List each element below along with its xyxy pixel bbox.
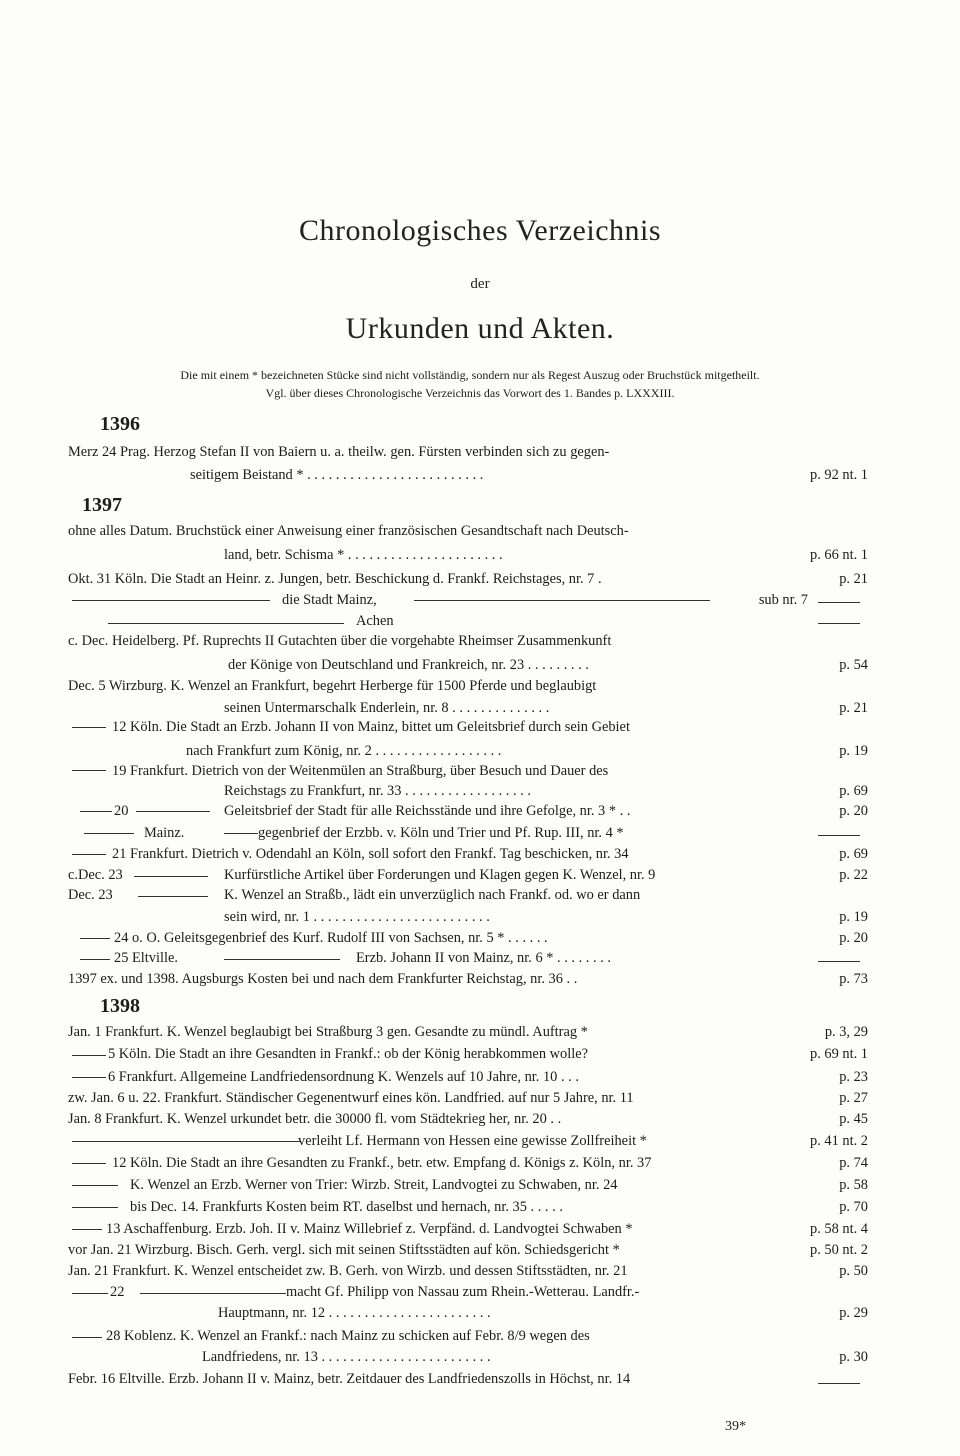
entry-text: die Stadt Mainz,: [282, 592, 377, 608]
entry-reference: p. 19: [839, 743, 868, 759]
entry-text: 22: [110, 1284, 125, 1300]
editorial-note-line-2: Vgl. über dieses Chronologische Verzeichnis das Vorwort des 1. Bandes p. LXXXIII.: [265, 386, 675, 400]
entry-reference: p. 45: [839, 1111, 868, 1127]
entry-reference: p. 19: [839, 909, 868, 925]
entry-row: [68, 610, 868, 632]
entry-row: [68, 822, 868, 844]
ditto-dash: [818, 961, 860, 962]
editorial-note-line-1: Die mit einem * bezeichneten Stücke sind nicht vollständig, sondern nur als Regest Auszug oder Bruchstück mitgetheilt.: [180, 368, 760, 382]
entry-row: [68, 1108, 868, 1130]
entry-text: ohne alles Datum. Bruchstück einer Anweisung einer französischen Gesandtschaft nach Deutsch-: [68, 523, 629, 539]
entry-row: [68, 1325, 868, 1347]
entry-reference: p. 66 nt. 1: [810, 547, 868, 563]
entry-reference: p. 23: [839, 1069, 868, 1085]
entry-row: [68, 740, 868, 762]
entry-text: sein wird, nr. 1 . . . . . . . . . . . . . . . . . . . . . . . . .: [224, 909, 490, 925]
entry-reference: sub nr. 7: [758, 592, 808, 608]
year-heading-1398: 1398: [100, 995, 140, 1017]
entry-row: [68, 568, 868, 590]
entry-row: [68, 1152, 868, 1174]
page-number: 39*: [725, 1419, 746, 1434]
entry-reference: p. 70: [839, 1199, 868, 1215]
entry-reference: p. 50: [839, 1263, 868, 1279]
entry-reference: p. 29: [839, 1305, 868, 1321]
entry-row: [68, 520, 868, 542]
entry-text: 21 Frankfurt. Dietrich v. Odendahl an Köln, soll sofort den Frankf. Tag beschicken, nr. 34: [112, 846, 629, 862]
entry-text: Geleitsbrief der Stadt für alle Reichsstände und ihre Gefolge, nr. 3 * . .: [224, 803, 631, 819]
entry-text: Reichstags zu Frankfurt, nr. 33 . . . . . . . . . . . . . . . . . .: [224, 783, 531, 799]
entry-row: [68, 654, 868, 676]
entry-text: gegenbrief der Erzbb. v. Köln und Trier und Pf. Rup. III, nr. 4 *: [258, 825, 624, 841]
entry-text: Jan. 1 Frankfurt. K. Wenzel beglaubigt bei Straßburg 3 gen. Gesandte zu mündl. Auftrag *: [68, 1024, 588, 1040]
page-subtitle: der: [470, 276, 490, 292]
entry-row: [68, 544, 868, 566]
entry-text: Jan. 8 Frankfurt. K. Wenzel urkundet betr. die 30000 fl. vom Städtekrieg her, nr. 20 . .: [68, 1111, 562, 1127]
entry-text: Hauptmann, nr. 12 . . . . . . . . . . . . . . . . . . . . . . .: [218, 1305, 491, 1321]
entry-reference: p. 21: [839, 700, 868, 716]
entry-row: [68, 1066, 868, 1088]
entry-text: K. Wenzel an Straßb., lädt ein unverzüglich nach Frankf. od. wo er dann: [224, 887, 641, 903]
entry-reference: p. 69: [839, 783, 868, 799]
page-title: Chronologisches Verzeichnis: [298, 214, 662, 247]
entry-row: [68, 1130, 868, 1152]
entry-row: [68, 947, 868, 969]
entry-row: [68, 464, 868, 486]
entry-reference: p. 22: [839, 867, 868, 883]
entry-reference: p. 92 nt. 1: [810, 467, 868, 483]
entry-text: 25 Eltville.: [114, 950, 178, 966]
entry-row: [68, 884, 868, 906]
entry-row: [68, 968, 868, 990]
entry-row: [68, 441, 868, 463]
entry-text: land, betr. Schisma * . . . . . . . . . . . . . . . . . . . . . .: [224, 547, 503, 563]
entry-text: Landfriedens, nr. 13 . . . . . . . . . . . . . . . . . . . . . . . .: [202, 1349, 491, 1365]
entry-row: [68, 1368, 868, 1390]
entry-text: 1397 ex. und 1398. Augsburgs Kosten bei und nach dem Frankfurter Reichstag, nr. 36 . .: [68, 971, 578, 987]
entry-row: [68, 1260, 868, 1282]
entry-text: 20: [114, 803, 129, 819]
entry-text: 28 Koblenz. K. Wenzel an Frankf.: nach Mainz zu schicken auf Febr. 8/9 wegen des: [106, 1328, 590, 1344]
entry-reference: p. 58: [839, 1177, 868, 1193]
entry-row: [68, 1218, 868, 1240]
entry-row: [68, 630, 868, 652]
entry-reference: p. 58 nt. 4: [810, 1221, 868, 1237]
entry-text: seinen Untermarschalk Enderlein, nr. 8 . . . . . . . . . . . . . .: [224, 700, 550, 716]
entry-text: K. Wenzel an Erzb. Werner von Trier: Wirzb. Streit, Landvogtei zu Schwaben, nr. 24: [130, 1177, 618, 1193]
entry-row: [68, 1346, 868, 1368]
entry-row: [68, 1043, 868, 1065]
entry-text: c. Dec. Heidelberg. Pf. Ruprechts II Gutachten über die vorgehabte Rheimser Zusammenkunft: [68, 633, 612, 649]
entry-text: Erzb. Johann II von Mainz, nr. 6 * . . . . . . . .: [356, 950, 611, 966]
entry-reference: p. 27: [839, 1090, 868, 1106]
entry-text: vor Jan. 21 Wirzburg. Bisch. Gerh. vergl. sich mit seinen Stiftsstädten auf kön. Schiedsgericht *: [68, 1242, 620, 1258]
entry-text: 13 Aschaffenburg. Erzb. Joh. II v. Mainz Willebrief z. Verpfänd. d. Landvogtei Schwaben *: [106, 1221, 633, 1237]
entry-reference: p. 20: [839, 803, 868, 819]
entry-row: [68, 1281, 868, 1303]
entry-text: c.Dec. 23: [68, 867, 123, 883]
entry-reference: p. 69: [839, 846, 868, 862]
entry-text: Okt. 31 Köln. Die Stadt an Heinr. z. Jungen, betr. Beschickung d. Frankf. Reichstages, nr. 7 .: [68, 571, 602, 587]
entry-text: 5 Köln. Die Stadt an ihre Gesandten in Frankf.: ob der König herabkommen wolle?: [108, 1046, 588, 1062]
entry-text: 12 Köln. Die Stadt an ihre Gesandten zu Frankf., betr. etw. Empfang d. Königs z. Köln, nr. 37: [112, 1155, 652, 1171]
entry-row: [68, 800, 868, 822]
entry-text: Achen: [356, 613, 394, 629]
entry-reference: p. 41 nt. 2: [810, 1133, 868, 1149]
entry-text: 6 Frankfurt. Allgemeine Landfriedensordnung K. Wenzels auf 10 Jahre, nr. 10 . . .: [108, 1069, 579, 1085]
ditto-dash: [818, 1383, 860, 1384]
entry-reference: p. 21: [839, 571, 868, 587]
entry-text: 12 Köln. Die Stadt an Erzb. Johann II von Mainz, bittet um Geleitsbrief durch sein Gebiet: [112, 719, 630, 735]
year-heading-1397: 1397: [82, 494, 122, 516]
ditto-dash: [818, 602, 860, 603]
entry-row: [68, 760, 868, 782]
entry-reference: p. 30: [839, 1349, 868, 1365]
entry-row: [68, 843, 868, 865]
entry-text: Mainz.: [144, 825, 185, 841]
entry-row: [68, 1239, 868, 1261]
entry-text: Dec. 23: [68, 887, 113, 903]
entry-row: [68, 864, 868, 886]
entry-reference: p. 3, 29: [824, 1024, 868, 1040]
entry-row: [68, 1174, 868, 1196]
entry-reference: p. 74: [839, 1155, 868, 1171]
entry-text: macht Gf. Philipp von Nassau zum Rhein.-Wetterau. Landfr.-: [286, 1284, 640, 1300]
year-heading-1396: 1396: [100, 413, 140, 435]
ditto-dash: [818, 623, 860, 624]
entry-row: [68, 927, 868, 949]
entry-text: Jan. 21 Frankfurt. K. Wenzel entscheidet zw. B. Gerh. von Wirzb. und dessen Stiftsstädten, nr. 21: [68, 1263, 628, 1279]
entry-text: zw. Jan. 6 u. 22. Frankfurt. Ständischer Gegenentwurf eines kön. Landfried. auf nur 5 Jahre, nr. 11: [68, 1090, 634, 1106]
entry-row: [68, 1021, 868, 1043]
ditto-dash: [818, 835, 860, 836]
entry-reference: p. 50 nt. 2: [810, 1242, 868, 1258]
entry-row: [68, 675, 868, 697]
entry-reference: p. 69 nt. 1: [810, 1046, 868, 1062]
entry-text: 24 o. O. Geleitsgegenbrief des Kurf. Rudolf III von Sachsen, nr. 5 * . . . . . .: [114, 930, 548, 946]
entry-text: Dec. 5 Wirzburg. K. Wenzel an Frankfurt, begehrt Herberge für 1500 Pferde und beglaubigt: [68, 678, 597, 694]
entry-text: Febr. 16 Eltville. Erzb. Johann II v. Mainz, betr. Zeitdauer des Landfriedenszolls in Höchst, nr. 14: [68, 1371, 631, 1387]
entry-row: [68, 1302, 868, 1324]
entry-reference: p. 20: [839, 930, 868, 946]
entry-row: [68, 780, 868, 802]
entry-text: der Könige von Deutschland und Frankreich, nr. 23 . . . . . . . . .: [228, 657, 589, 673]
ditto-dash: [414, 600, 710, 601]
entry-text: Kurfürstliche Artikel über Forderungen und Klagen gegen K. Wenzel, nr. 9: [224, 867, 656, 883]
entry-text: bis Dec. 14. Frankfurts Kosten beim RT. daselbst und hernach, nr. 35 . . . . .: [130, 1199, 563, 1215]
entry-text: verleiht Lf. Hermann von Hessen eine gewisse Zollfreiheit *: [298, 1133, 647, 1149]
entry-reference: p. 54: [839, 657, 868, 673]
page-title-secondary: Urkunden und Akten.: [345, 312, 615, 345]
entry-row: [68, 716, 868, 738]
entry-row: [68, 1087, 868, 1109]
entry-row: [68, 906, 868, 928]
entry-text: nach Frankfurt zum König, nr. 2 . . . . . . . . . . . . . . . . . .: [186, 743, 502, 759]
entry-text: 19 Frankfurt. Dietrich von der Weitenmülen an Straßburg, über Besuch und Dauer des: [112, 763, 609, 779]
entry-row: [68, 1196, 868, 1218]
entry-reference: p. 73: [839, 971, 868, 987]
entry-text: Merz 24 Prag. Herzog Stefan II von Baiern u. a. theilw. gen. Fürsten verbinden sich zu gegen-: [68, 444, 610, 460]
entry-text: seitigem Beistand * . . . . . . . . . . . . . . . . . . . . . . . . .: [190, 467, 484, 483]
